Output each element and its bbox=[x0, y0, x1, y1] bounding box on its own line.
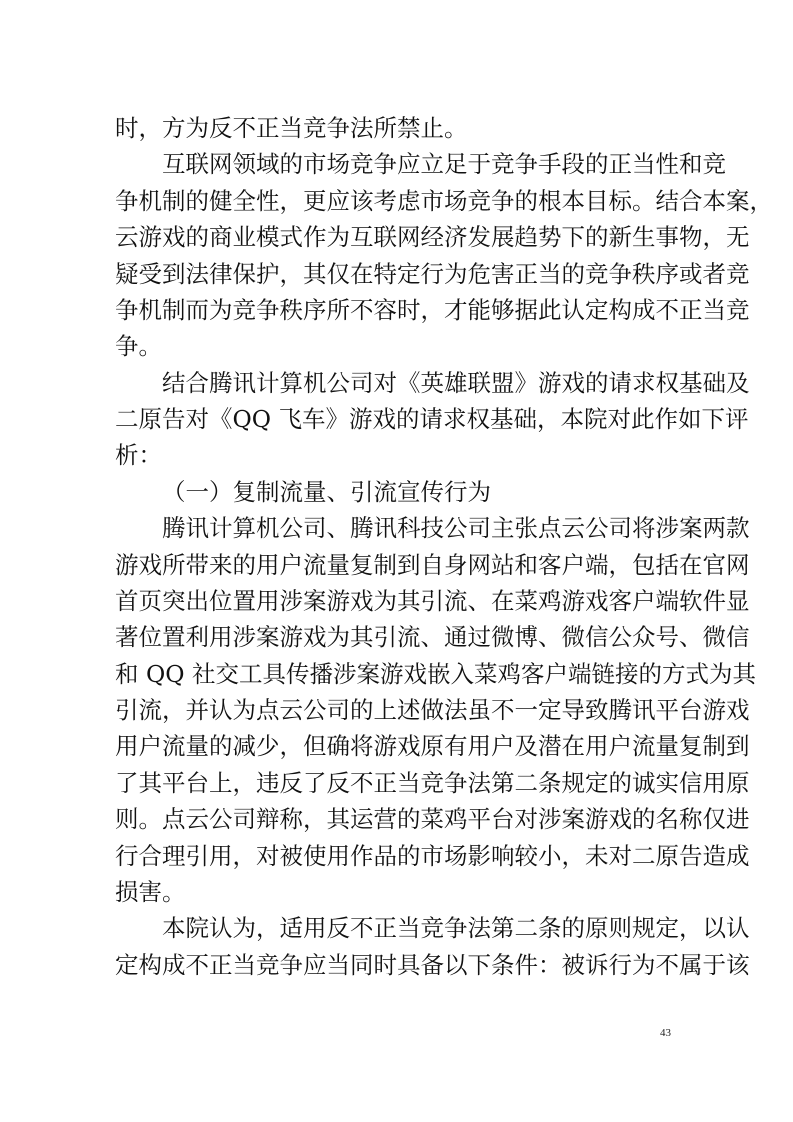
text-line: 行合理引用，对被使用作品的市场影响较小，未对二原告造成 bbox=[115, 842, 750, 870]
text-line: 损害。 bbox=[115, 878, 186, 906]
text-line: 争机制而为竞争秩序所不容时，才能够据此认定构成不正当竞 bbox=[115, 296, 750, 324]
text-line: 了其平台上，违反了反不正当竞争法第二条规定的诚实信用原 bbox=[115, 769, 750, 797]
text-line: 和 QQ 社交工具传播涉案游戏嵌入菜鸡客户端链接的方式为其 bbox=[115, 660, 756, 688]
paragraph-first-line: 互联网领域的市场竞争应立足于竞争手段的正当性和竞 bbox=[162, 150, 726, 178]
text-line: 云游戏的商业模式作为互联网经济发展趋势下的新生事物，无 bbox=[115, 223, 750, 251]
text-line: 二原告对《QQ 飞车》游戏的请求权基础，本院对此作如下评 bbox=[115, 405, 749, 433]
text-line: 用户流量的减少，但确将游戏原有用户及潜在用户流量复制到 bbox=[115, 732, 750, 760]
page-number: 43 bbox=[660, 1027, 671, 1039]
text-line: 疑受到法律保护，其仅在特定行为危害正当的竞争秩序或者竞 bbox=[115, 260, 750, 288]
text-line: 定构成不正当竞争应当同时具备以下条件：被诉行为不属于该 bbox=[115, 951, 750, 979]
text-line: 著位置利用涉案游戏为其引流、通过微博、微信公众号、微信 bbox=[115, 623, 750, 651]
text-line: 时，方为反不正当竞争法所禁止。 bbox=[115, 114, 468, 142]
section-heading: （一）复制流量、引流宣传行为 bbox=[162, 478, 491, 506]
paragraph-first-line: 腾讯计算机公司、腾讯科技公司主张点云公司将涉案两款 bbox=[162, 514, 750, 542]
text-line: 则。点云公司辩称，其运营的菜鸡平台对涉案游戏的名称仅进 bbox=[115, 805, 750, 833]
text-line: 首页突出位置用涉案游戏为其引流、在菜鸡游戏客户端软件显 bbox=[115, 587, 750, 615]
text-line: 析： bbox=[115, 441, 162, 469]
text-line: 争。 bbox=[115, 332, 162, 360]
paragraph-first-line: 结合腾讯计算机公司对《英雄联盟》游戏的请求权基础及 bbox=[162, 369, 750, 397]
text-line: 引流，并认为点云公司的上述做法虽不一定导致腾讯平台游戏 bbox=[115, 696, 750, 724]
text-line: 游戏所带来的用户流量复制到自身网站和客户端，包括在官网 bbox=[115, 551, 750, 579]
text-line: 争机制的健全性，更应该考虑市场竞争的根本目标。结合本案， bbox=[115, 187, 773, 215]
paragraph-first-line: 本院认为，适用反不正当竞争法第二条的原则规定，以认 bbox=[162, 914, 750, 942]
